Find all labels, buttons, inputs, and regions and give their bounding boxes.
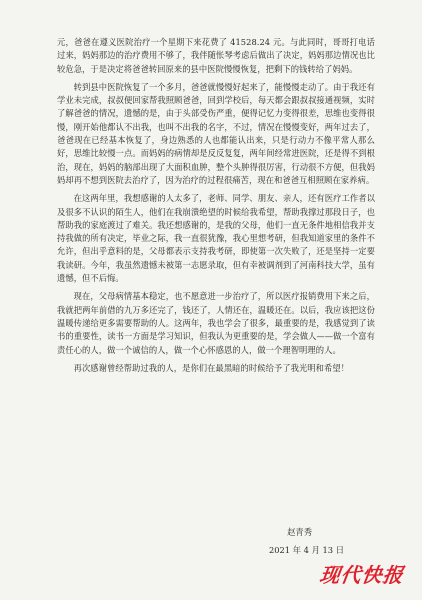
letter-body: [57, 36, 375, 380]
signature-block: [268, 526, 344, 555]
letter-paragraph: 元，爸爸在遵义医院治疗一个星期下来花费了 41528.24 元。与此同时，哥哥打电话过来，妈妈那边的治疗费用不够了，我伴随怅琴考虑后做出了决定，妈妈那边情况也比较危急，于是决定将爸爸转回原来的县中医院慢慢恢复，把剩下的钱转给了妈妈。: [57, 37, 375, 74]
letter-paragraph: 转到县中医院恢复了一个多月，爸爸就慢慢好起来了，能慢慢走动了。由于我还有学业未完成，叔叔便回家帮我照顾爸爸，回到学校后，每天都会跟叔叔接通视频，实时了解爸爸的情况，遗憾的是，由于头部受伤严重，便得记忆力变得很差，思维也变得很慢，刚开始他都认不出我，也叫不出我的名字，不过，情况在慢慢变好，两年过去了，爸爸现在已经基本恢复了，身边熟悉的人也都能认出来，只是行动力不像平常人那么好，思维比较慢一点。而妈妈的病情却是反反复复，两年间经常进医院，还是得不到根治，现在，妈妈的脑部出现了大面积血肿，整个头肿得很厉害，行动很不方便，但我妈妈却再不想到医院去治疗了，因为治疗的过程很痛苦，现在和爸爸互相照顾在家养病。: [57, 81, 375, 185]
letter-date: 2021 年 4 月 13 日: [268, 545, 344, 555]
letter-paragraph: 再次感谢曾经帮助过我的人，是你们在最黑暗的时候给予了我光明和希望！: [73, 362, 350, 373]
newspaper-watermark-logo: 现代快报: [318, 563, 406, 587]
letter-paragraph: 现在，父母病情基本稳定，也不愿意进一步治疗了，所以医疗报销费用下来之后，我就把两年前借的九万多还完了，钱还了，人情还在，温暖还在。以后，我应该把这份温暖传递给更多需要帮助的人。这两年，我也学会了很多，最重要的是，我感觉到了读书的重要性，读书一方面是学习知识，但我认为更重要的是，学会做人——做一个富有责任心的人，做一个诚信的人，做一个心怀感恩的人，做一个理智明理的人。: [57, 291, 375, 355]
letter-paragraph: 在这两年里，我想感谢的人太多了，老师、同学、朋友、亲人，还有医疗工作者以及很多不认识的陌生人，他们在我崩溃绝望的时候给我希望，帮助我撑过那段日子，也帮助我的家庭渡过了难关。我还想感谢的，是我的父母，他们一直无条件地相信我并支持我做的所有决定，毕业之际，我一直很犹豫，我心里想考研，但我知道家里的条件不允许，但出乎意料的是，父母都表示支持我考研，即使第一次失败了，还是坚持一定要我读研。今年，我虽然遗憾未被第一志愿录取，但有幸被调剂到了河南科技大学，虽有遗憾，但不后悔。: [57, 193, 375, 284]
signature-name: 赵青秀: [287, 527, 312, 537]
